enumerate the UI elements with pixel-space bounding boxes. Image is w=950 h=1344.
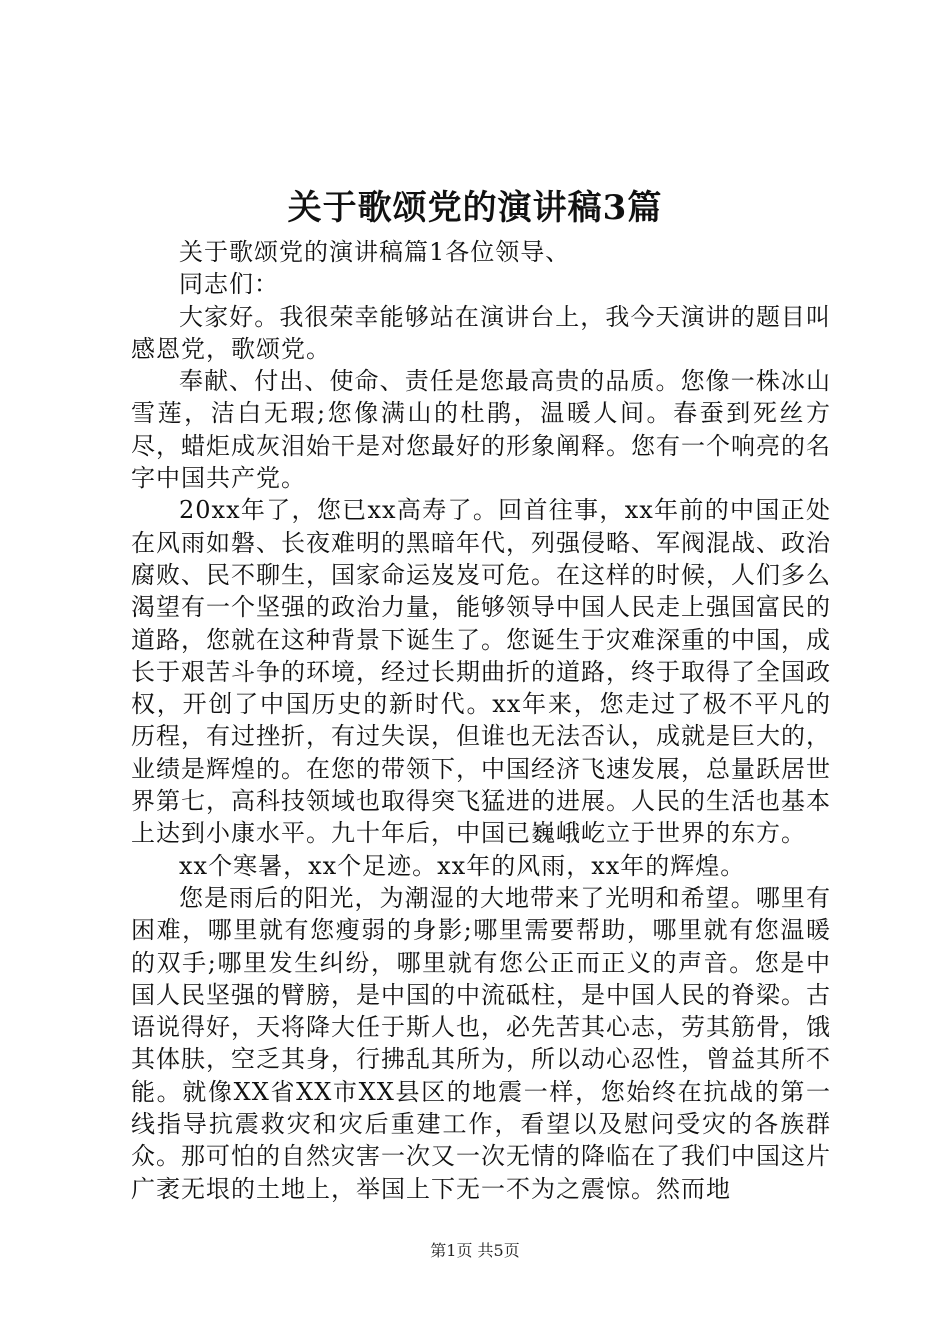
document-body — [131, 236, 831, 1205]
paragraph-3: 大家好。我很荣幸能够站在演讲台上，我今天演讲的题目叫感恩党，歌颂党。 — [131, 302, 831, 363]
document-title: 关于歌颂党的演讲稿3篇 — [287, 188, 663, 228]
paragraph-5: 20xx年了，您已xx高寿了。回首往事，xx年前的中国正处在风雨如磐、长夜难明的黑暗年代，列强侵略、军阀混战、政治腐败、民不聊生，国家命运岌岌可危。在这样的时候，人们多么渴望有一个坚强的政治力量，能够领导中国人民走上强国富民的道路，您就在这种背景下诞生了。您诞生于灾难深重的中国，成长于艰苦斗争的环境，经过长期曲折的道路，终于取得了全国政权，开创了中国历史的新时代。xx年来，您走过了极不平凡的历程，有过挫折，有过失误，但谁也无法否认，成就是巨大的，业绩是辉煌的。在您的带领下，中国经济飞速发展，总量跃居世界第七，高科技领域也取得突飞猛进的进展。人民的生活也基本上达到小康水平。九十年后，中国已巍峨屹立于世界的东方。 — [131, 496, 831, 848]
paragraph-7: 您是雨后的阳光，为潮湿的大地带来了光明和希望。哪里有困难，哪里就有您瘦弱的身影;哪里需要帮助，哪里就有您温暖的双手;哪里发生纠纷，哪里就有您公正而正义的声音。您是中国人民坚强的臂膀，是中国的中流砥柱，是中国人民的脊梁。古语说得好，天将降大任于斯人也，必先苦其心志，劳其筋骨，饿其体肤，空乏其身，行拂乱其所为，所以动心忍性，曾益其所不能。就像XX省XX市XX县区的地震一样，您始终在抗战的第一线指导抗震救灾和灾后重建工作，看望以及慰问受灾的各族群众。那可怕的自然灾害一次又一次无情的降临在了我们中国这片广袤无垠的土地上，举国上下无一不为之震惊。然而地 — [131, 883, 831, 1203]
paragraph-6: xx个寒暑，xx个足迹。xx年的风雨，xx年的辉煌。 — [179, 851, 746, 880]
paragraph-4: 奉献、付出、使命、责任是您最高贵的品质。您像一株冰山雪莲，洁白无瑕;您像满山的杜鹃，温暖人间。春蚕到死丝方尽，蜡炬成灰泪始干是对您最好的形象阐释。您有一个响亮的名字中国共产党。 — [131, 367, 831, 493]
page-footer: 第1页 共5页 — [430, 1241, 520, 1260]
paragraph-2: 同志们： — [179, 270, 279, 299]
paragraph-1: 关于歌颂党的演讲稿篇1各位领导、 — [179, 238, 571, 266]
